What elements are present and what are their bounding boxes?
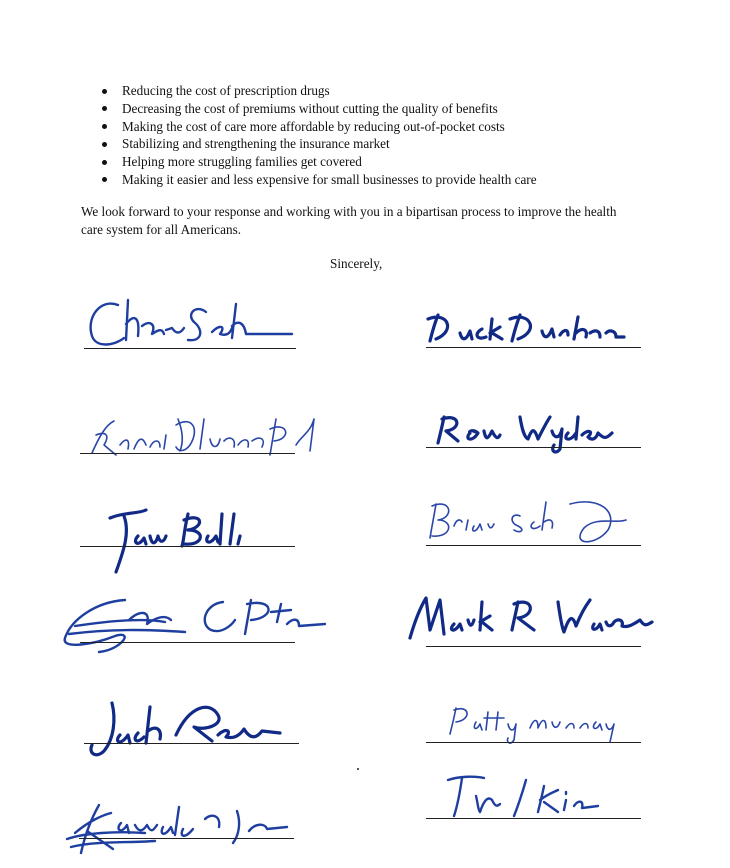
signature-brian-schatz xyxy=(420,490,650,555)
list-item: Making the cost of care more affordable by reducing out-of-pocket costs xyxy=(100,118,537,136)
priority-list xyxy=(100,82,537,189)
signature-charles-schumer xyxy=(80,290,300,355)
signature-mark-r-warner xyxy=(400,590,660,650)
signature-dick-durbin xyxy=(420,305,650,355)
signature-kamala-harris xyxy=(55,795,315,865)
list-item: Helping more struggling families get covered xyxy=(100,153,537,171)
list-item: Reducing the cost of prescription drugs xyxy=(100,82,537,100)
closing-paragraph: We look forward to your response and working with you in a bipartisan process to improve the health care system for all Americans. xyxy=(81,204,617,237)
signature-jack-reed xyxy=(80,695,310,765)
signature-patty-murray xyxy=(420,700,650,750)
signature-tim-kaine xyxy=(420,770,650,830)
sign-off: Sincerely, xyxy=(330,256,383,271)
list-item: Stabilizing and strengthening the insurance market xyxy=(100,135,537,153)
list-item: Decreasing the cost of premiums without cutting the quality of benefits xyxy=(100,100,537,118)
list-item: Making it easier and less expensive for small businesses to provide health care xyxy=(100,171,537,189)
signature-gary-c-peters xyxy=(55,590,345,660)
signature-richard-blumenthal xyxy=(80,405,330,465)
signature-tammy-baldwin xyxy=(80,500,310,575)
signature-ron-wyden xyxy=(420,405,650,455)
speck xyxy=(357,768,359,770)
